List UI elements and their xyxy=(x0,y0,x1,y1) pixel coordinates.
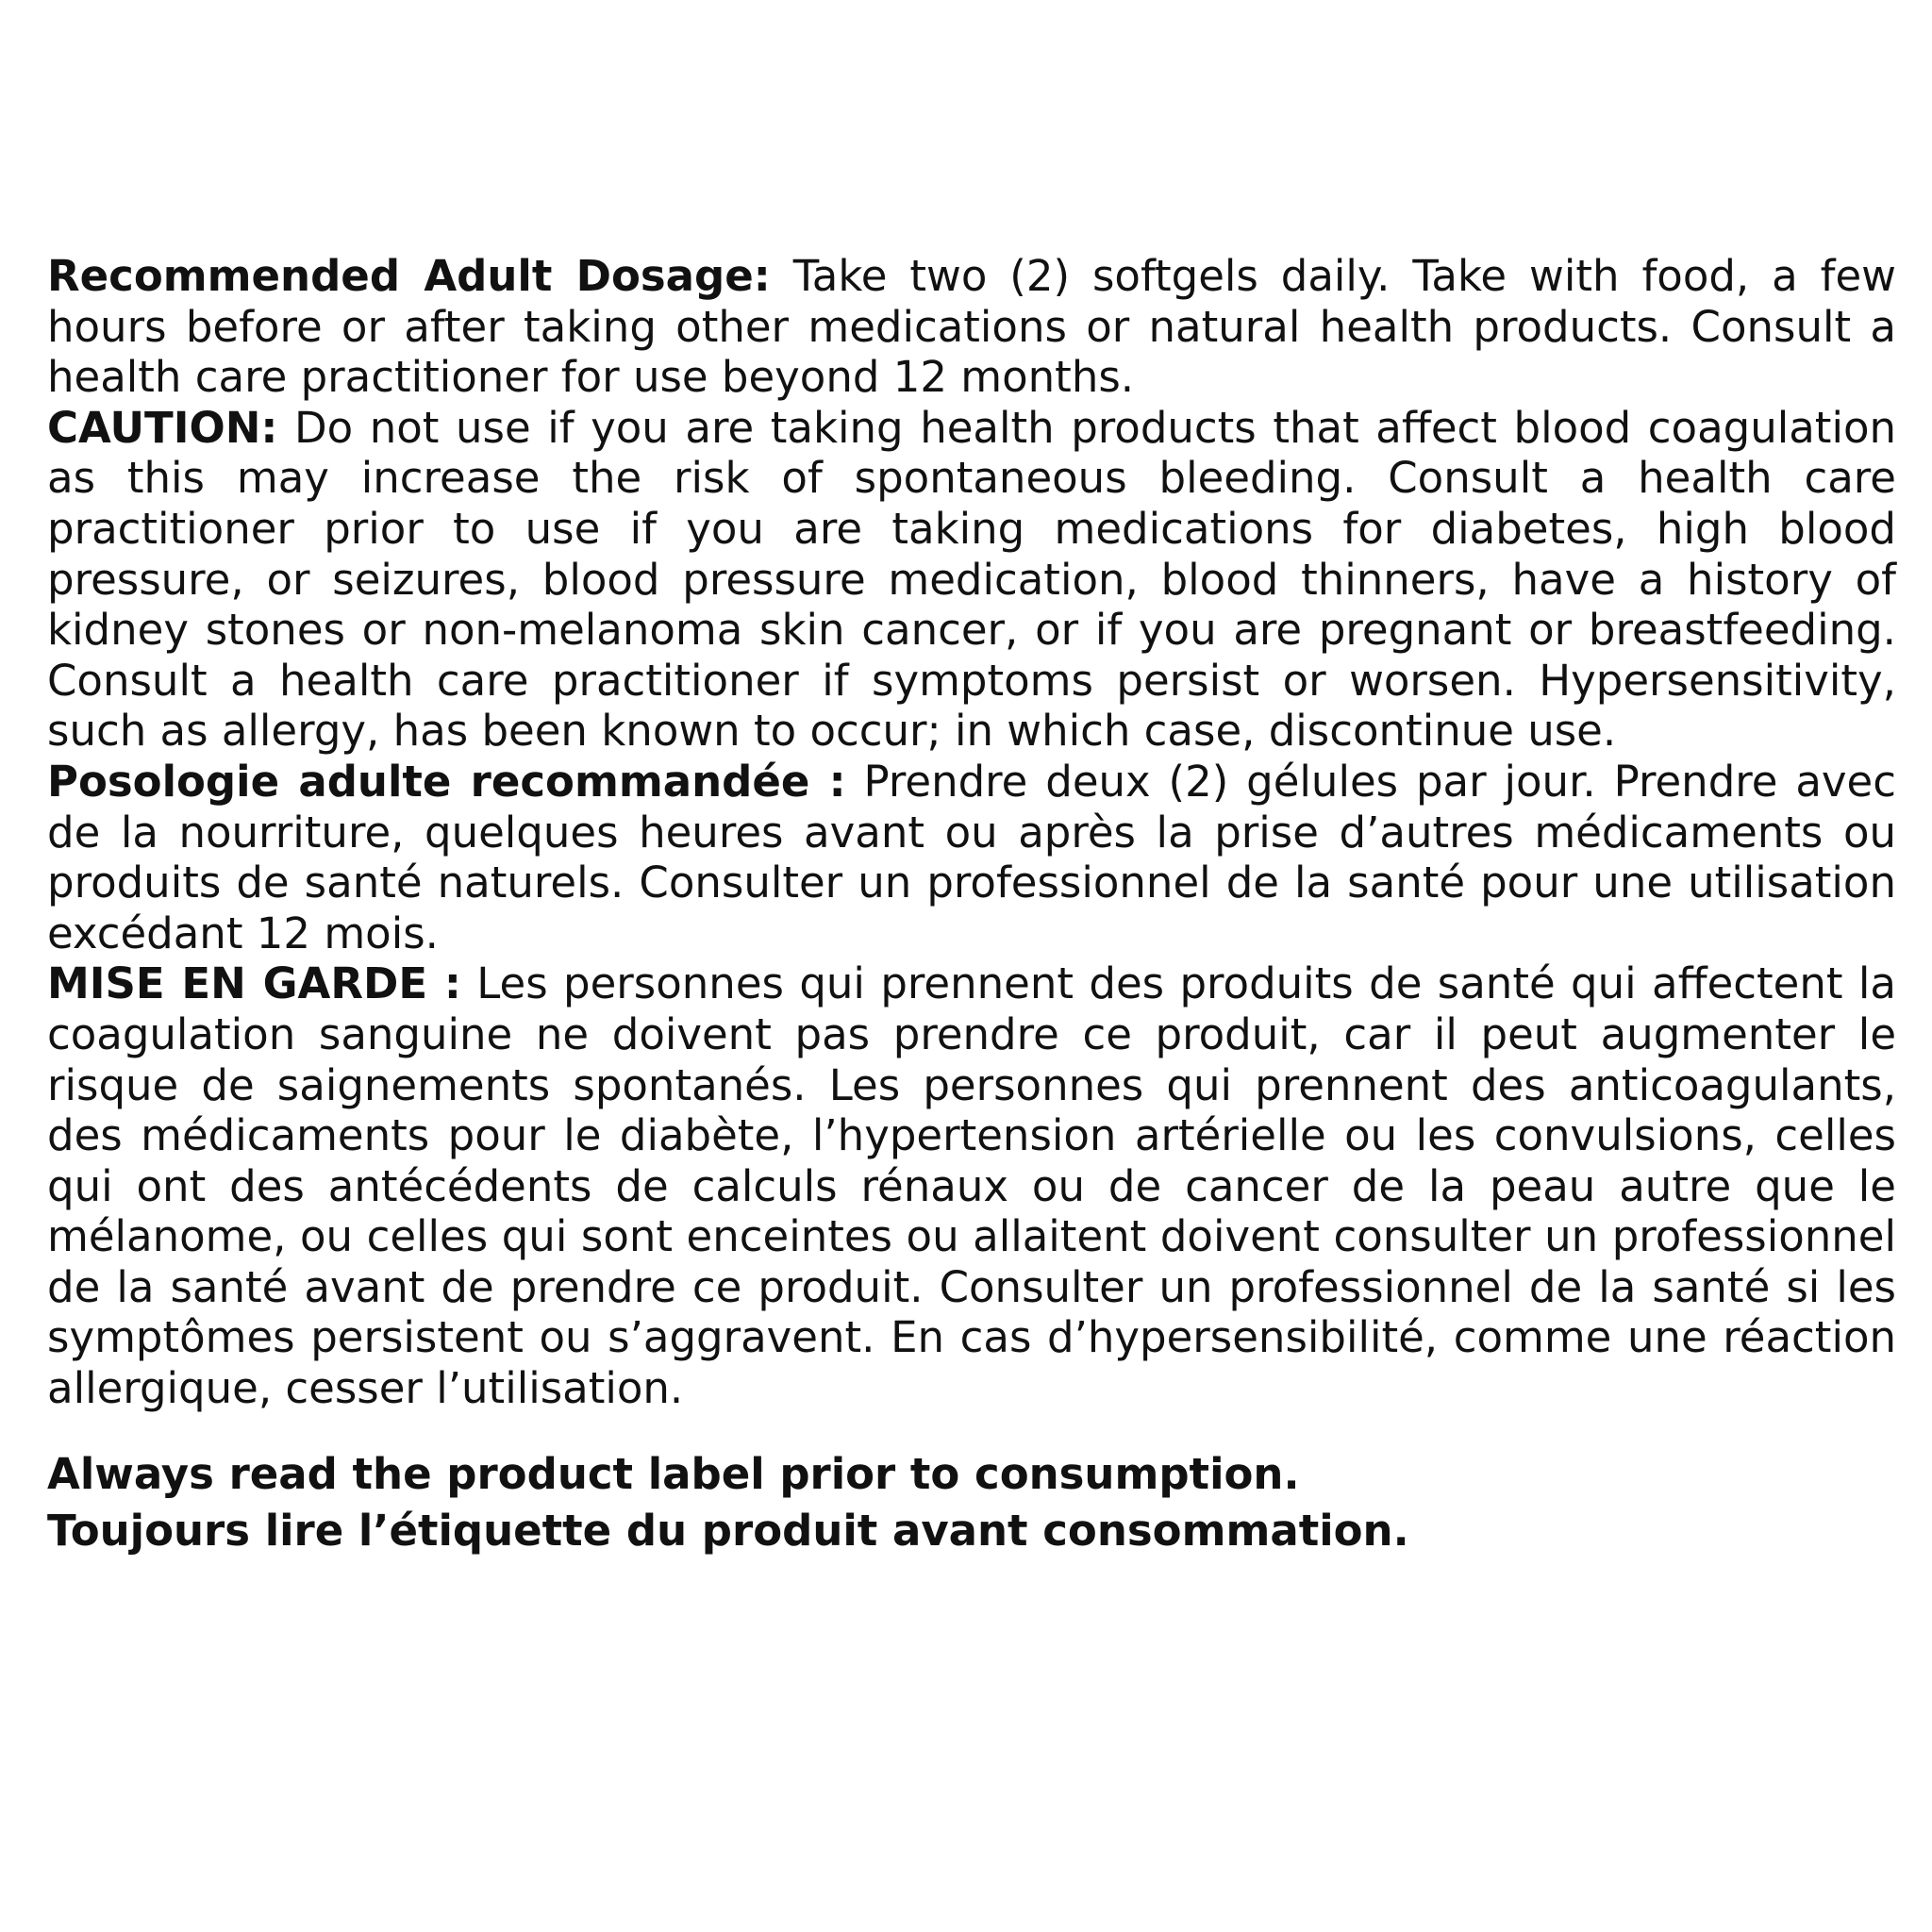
label-text-panel xyxy=(47,251,1896,1559)
footer-notes xyxy=(47,1446,1896,1559)
posologie-body: Prendre deux (2) gélules par jour. Prendre avec de la nourriture, quelques heures avant ou après la prise d’autres médicaments ou produits de santé naturels. Consulter un professionnel de la santé pour une utilisation excédant 12 mois. xyxy=(47,756,1896,958)
mise-en-garde-paragraph xyxy=(47,958,1896,1413)
posologie-paragraph xyxy=(47,757,1896,958)
dosage-heading: Recommended Adult Dosage: xyxy=(47,251,771,301)
mise-en-garde-heading: MISE EN GARDE : xyxy=(47,958,461,1009)
footer-english-note: Always read the product label prior to consumption. xyxy=(47,1448,1300,1499)
mise-en-garde-body: Les personnes qui prennent des produits de santé qui affectent la coagulation sanguine ne doivent pas prendre ce produit, car il peut augmenter le risque de saignements spontanés. Les personnes qui prennent des anticoagulants, des médicaments pour le diabète, l’hypertension artérielle ou les convulsions, celles qui ont des antécédents de calculs rénaux ou de cancer de la peau autre que le mélanome, ou celles qui sont enceintes ou allaitent doivent consulter un professionnel de la santé avant de prendre ce produit. Consulter un professionnel de la santé si les symptômes persistent ou s’aggravent. En cas d’hypersensibilité, comme une réaction allergique, cesser l’utilisation. xyxy=(47,958,1897,1414)
dosage-body: Take two (2) softgels daily. Take with food, a few hours before or after taking other medications or natural health products. Consult a health care practitioner for use beyond 12 months. xyxy=(47,251,1896,403)
dosage-paragraph xyxy=(47,251,1896,403)
posologie-heading: Posologie adulte recommandée : xyxy=(47,756,846,807)
footer-french-note: Toujours lire l’étiquette du produit avant consommation. xyxy=(47,1505,1409,1556)
caution-paragraph xyxy=(47,403,1896,757)
caution-heading: CAUTION: xyxy=(47,402,278,453)
caution-body: Do not use if you are taking health products that affect blood coagulation as this may increase the risk of spontaneous bleeding. Consult a health care practitioner prior to use if you are taking medications for diabetes, high blood pressure, or seizures, blood pressure medication, blood thinners, have a history of kidney stones or non-melanoma skin cancer, or if you are pregnant or breastfeeding. Consult a health care practitioner if symptoms persist or worsen. Hypersensitivity, such as allergy, has been known to occur; in which case, discontinue use. xyxy=(47,402,1897,757)
